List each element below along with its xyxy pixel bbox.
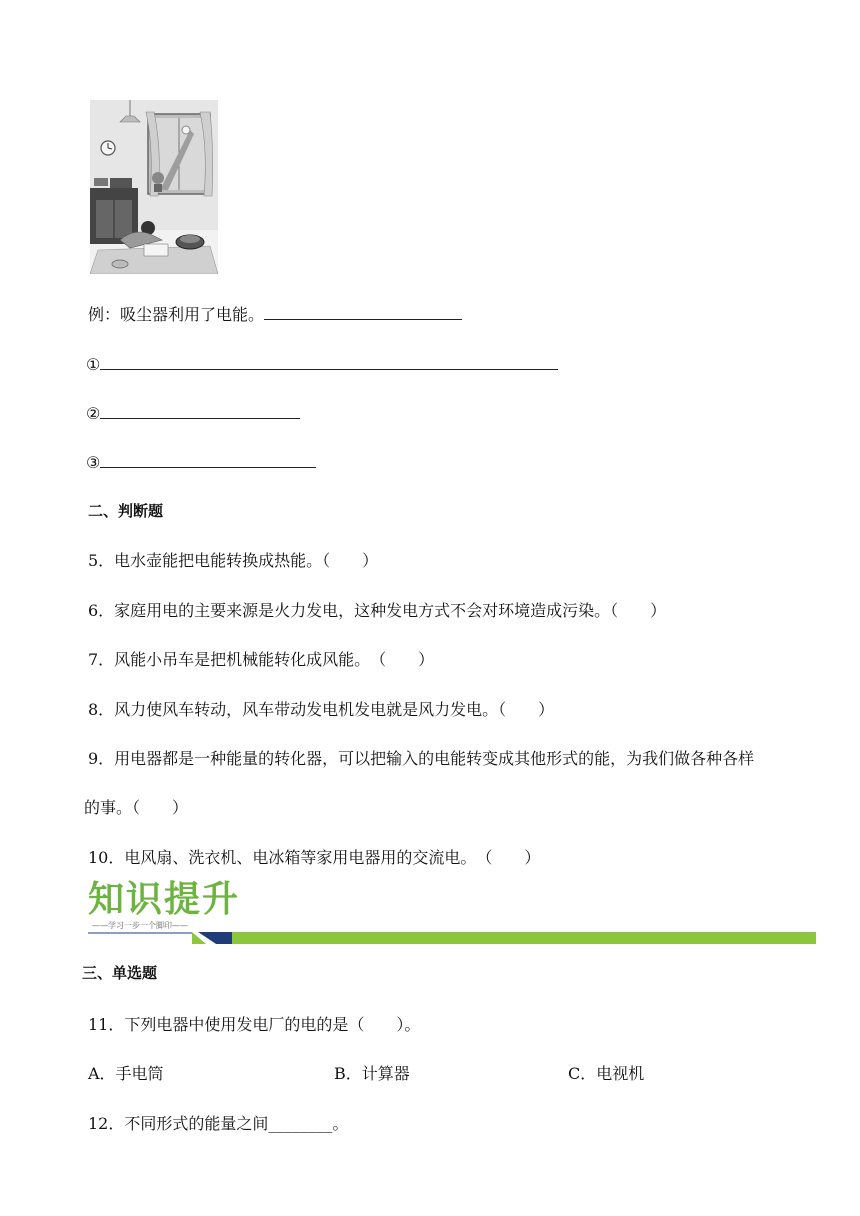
answer-blank-2[interactable]: [100, 402, 300, 419]
question-6: 6．家庭用电的主要来源是火力发电，这种发电方式不会对环境造成污染。（ ）: [88, 601, 667, 620]
blank-row-1: [86, 353, 558, 374]
blank-row-2: [86, 402, 300, 423]
blank-marker-3: ③: [86, 453, 101, 472]
question-10: 10．电风扇、洗衣机、电冰箱等家用电器用的交流电。 （ ）: [88, 848, 541, 867]
blank-marker-1: ①: [86, 355, 101, 374]
example-answer-blank[interactable]: [264, 303, 462, 320]
question-11: 11．下列电器中使用发电厂的电的是（ ）。: [88, 1015, 421, 1034]
illustration-girl-reading-with-vacuum: [90, 100, 218, 274]
question-8: 8．风力使风车转动，风车带动发电机发电就是风力发电。（ ）: [88, 700, 555, 719]
question-11-option-c[interactable]: C．电视机: [568, 1064, 645, 1083]
answer-blank-3[interactable]: [100, 451, 316, 468]
question-12: 12．不同形式的能量之间________。: [88, 1114, 349, 1133]
question-9-line-2: 的事。（ ）: [84, 798, 189, 817]
knowledge-boost-banner-subtitle: ——学习一步一个脚印——: [92, 921, 188, 930]
knowledge-boost-banner-bar: [88, 932, 816, 944]
blank-row-3: [86, 451, 316, 472]
question-11-option-b[interactable]: B．计算器: [334, 1064, 410, 1083]
question-5: 5．电水壶能把电能转换成热能。（ ）: [88, 551, 379, 570]
section-title-judgment: 二、判断题: [88, 502, 164, 520]
blank-marker-2: ②: [86, 404, 101, 423]
question-9-line-1: 9．用电器都是一种能量的转化器，可以把输入的电能转变成其他形式的能，为我们做各种各样: [88, 749, 755, 768]
answer-blank-1[interactable]: [100, 353, 558, 370]
example-line: [88, 302, 462, 325]
question-11-option-a[interactable]: A．手电筒: [88, 1064, 164, 1083]
knowledge-boost-banner-title: 知识提升: [88, 879, 241, 920]
section-title-single-choice: 三、单选题: [82, 964, 158, 982]
example-text: 例：吸尘器利用了电能。: [88, 305, 265, 324]
question-7: 7．风能小吊车是把机械能转化成风能。 （ ）: [88, 650, 435, 669]
